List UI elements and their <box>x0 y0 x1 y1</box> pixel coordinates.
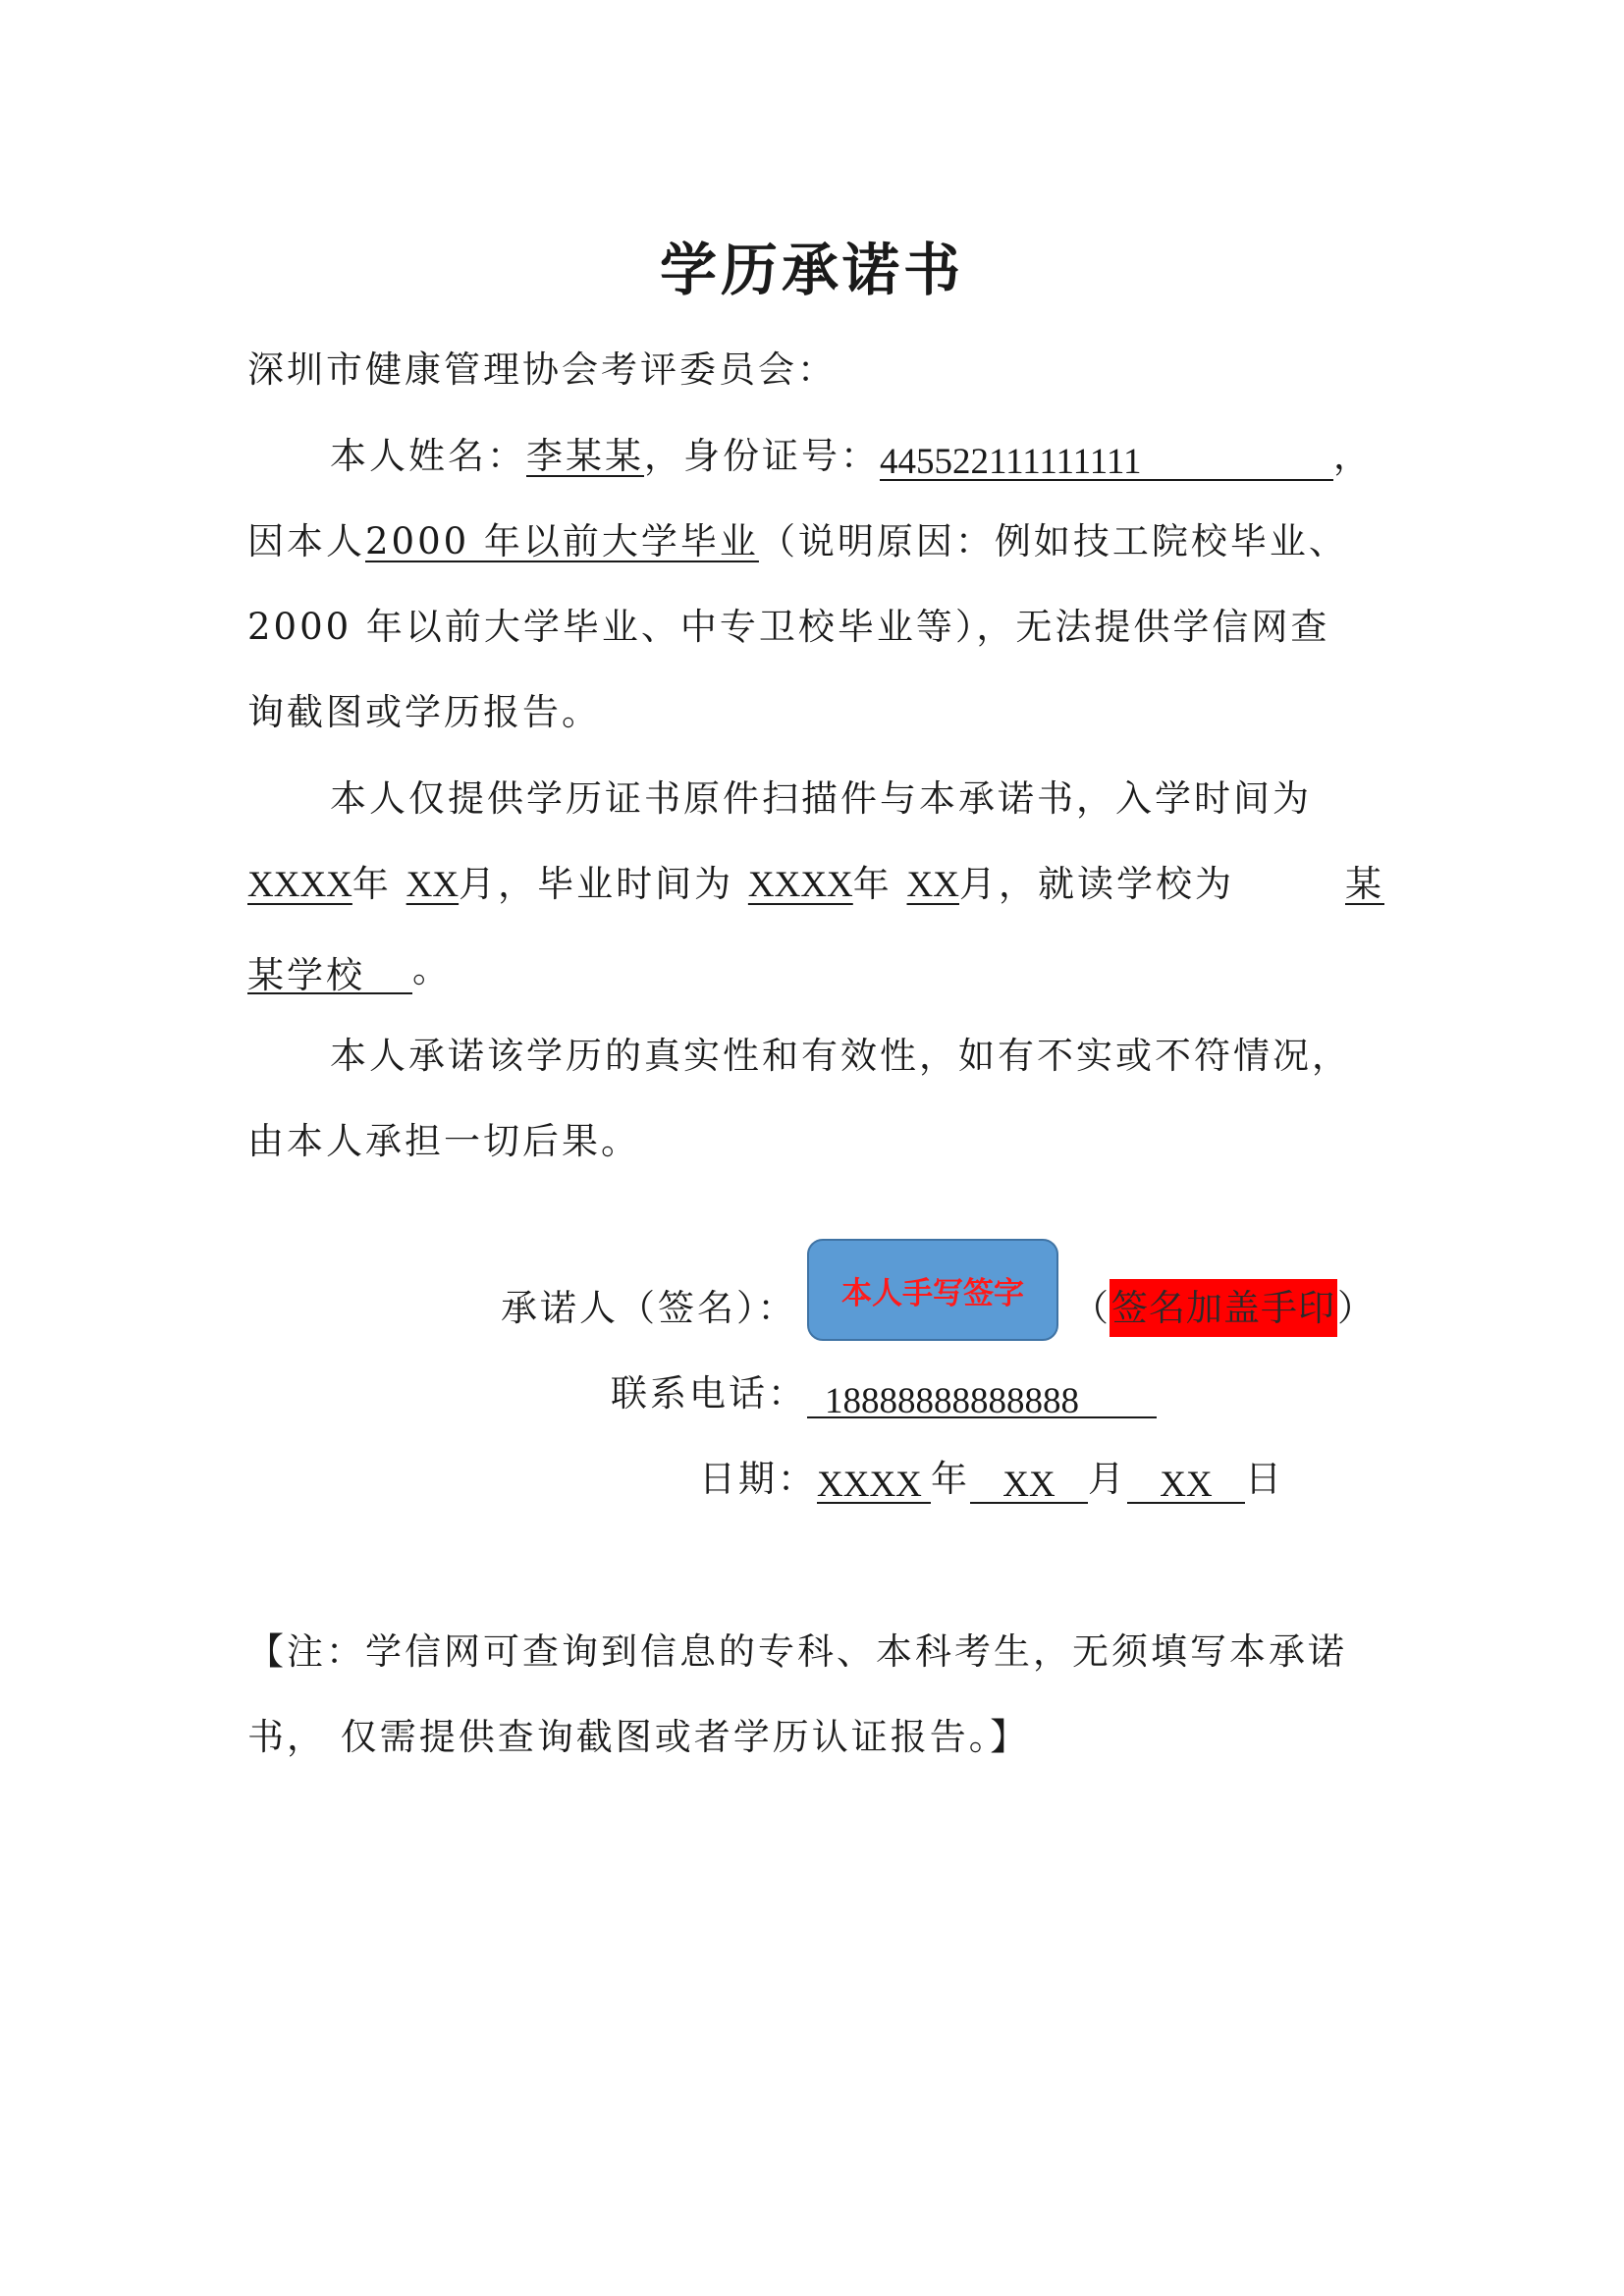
enroll-month-fill: XX <box>406 865 460 905</box>
id-number-fill: 445522111111111 <box>880 438 1333 481</box>
para2-line3 <box>247 945 452 994</box>
grad-month-unit: 月，就读学校为 <box>958 863 1234 905</box>
para3-line2: 由本人承担一切后果。 <box>247 1120 640 1162</box>
date-day-fill[interactable]: XX <box>1127 1461 1245 1504</box>
signature-box[interactable] <box>807 1239 1058 1341</box>
reason-rest: （说明原因：例如技工院校毕业、 <box>758 520 1348 562</box>
school-fill-part1: 某 <box>1345 863 1384 905</box>
para1-comma: ， <box>1333 435 1373 477</box>
grad-year-fill: XXXX <box>747 865 853 905</box>
thumbprint-stamp: 签名加盖手印 <box>1110 1279 1337 1337</box>
para2-line2 <box>247 860 1234 910</box>
date-year-fill[interactable]: XXXX <box>817 1461 931 1504</box>
enroll-year-fill: XXXX <box>247 865 352 905</box>
enroll-year-unit: 年 <box>352 863 392 905</box>
para1-line2 <box>247 517 1348 566</box>
date-day-unit: 日 <box>1245 1458 1284 1500</box>
grad-month-fill: XX <box>906 865 959 905</box>
grad-year-unit: 年 <box>852 863 893 905</box>
note-line2: 书， 仅需提供查询截图或者学历认证报告。】 <box>247 1716 1030 1758</box>
id-label: ，身份证号： <box>644 435 880 477</box>
date-label: 日期： <box>699 1458 817 1500</box>
addressee: 深圳市健康管理协会考评委员会： <box>247 348 837 391</box>
note-line1: 【注：学信网可查询到信息的专科、本科考生，无须填写本承诺 <box>247 1630 1347 1673</box>
para1-line4: 询截图或学历报告。 <box>247 691 601 733</box>
signature-label: 承诺人（签名）： <box>501 1287 797 1329</box>
phone-row <box>611 1369 1157 1421</box>
para3-line1: 本人承诺该学历的真实性和有效性，如有不实或不符情况， <box>330 1035 1351 1077</box>
signature-box-text: 本人手写签字 <box>841 1275 1024 1311</box>
thumbprint-note <box>1072 1284 1375 1333</box>
para2-end: 。 <box>412 948 452 990</box>
para1-line3: 2000 年以前大学毕业、中专卫校毕业等），无法提供学信网查 <box>247 606 1330 648</box>
phone-label: 联系电话： <box>611 1372 807 1415</box>
enroll-month-unit: 月，毕业时间为 <box>459 863 734 905</box>
name-label: 本人姓名： <box>330 435 526 477</box>
school-fill-part2: 某学校 <box>247 951 412 994</box>
reason-prefix: 因本人 <box>247 520 365 562</box>
paren-close: ） <box>1337 1287 1375 1329</box>
reason-fill: 2000 年以前大学毕业 <box>365 520 759 562</box>
date-month-unit: 月 <box>1088 1458 1127 1500</box>
date-month-fill[interactable]: XX <box>970 1461 1088 1504</box>
name-fill: 李某某 <box>526 435 644 477</box>
para2-line1: 本人仅提供学历证书原件扫描件与本承诺书，入学时间为 <box>330 777 1312 820</box>
paren-open: （ <box>1072 1287 1110 1329</box>
phone-fill[interactable]: 18888888888888 <box>807 1377 1157 1418</box>
date-year-unit: 年 <box>931 1458 970 1500</box>
para1-line1 <box>330 432 1373 481</box>
date-row <box>699 1455 1284 1504</box>
document-title: 学历承诺书 <box>659 237 964 303</box>
